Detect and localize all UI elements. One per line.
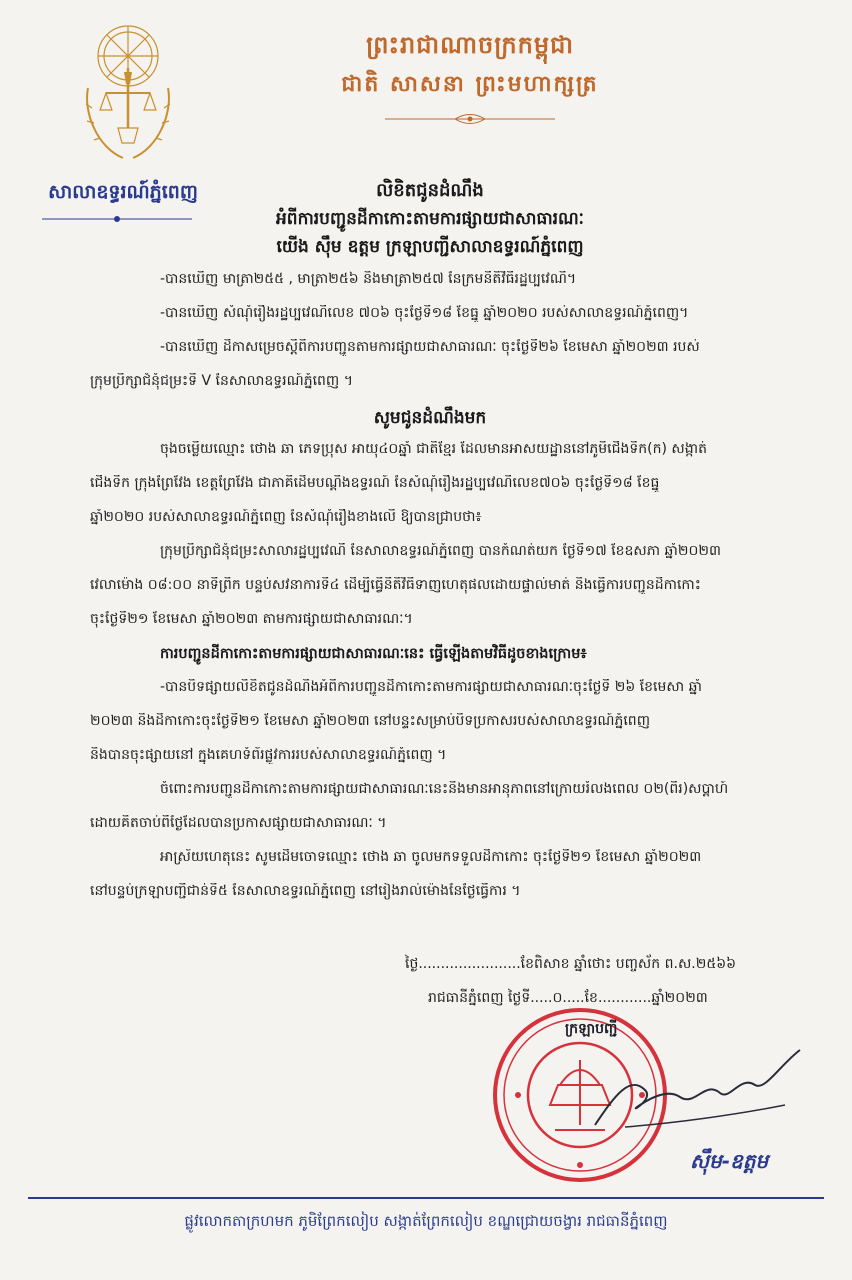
body-line: ចុងចម្លើយឈ្មោះ ថោង ឆា ភេទប្រុស អាយុ៤០ឆ្នាំ ជាតិខ្មែរ ដែលមានអាសយដ្ឋាននៅភូមិជើងទឹក(ក) សង្កាត់	[160, 441, 707, 457]
footer-divider	[28, 1197, 824, 1199]
body-line: ចុះថ្ងៃទី២១ ខែមេសា ឆ្នាំ២០២៣ តាមការផ្សាយជាសាធារណៈ។	[90, 611, 413, 627]
procedure-line: នៅបន្ទប់ក្រឡាបញ្ជីជាន់ទី៥ នៃសាលាឧទ្ធរណ៍ភ្នំពេញ នៅរៀងរាល់ម៉ោងនៃថ្ងៃធ្វើការ ។	[90, 883, 521, 899]
issuer-line: យើង ស៊ឹម ឧត្តម ក្រឡាបញ្ជីសាលាឧទ្ធរណ៍ភ្នំពេញ	[276, 237, 584, 257]
handwritten-signature	[585, 1035, 815, 1145]
signatory-name: ស៊ឹម-ឧត្តម	[690, 1149, 769, 1173]
ornament-divider	[385, 112, 555, 126]
solar-date: រាជធានីភ្នំពេញ ថ្ងៃទី.....០.....ខែ............ឆ្នាំ២០២៣	[428, 990, 708, 1006]
procedure-line: និងបានចុះផ្សាយនៅ ក្នុងគេហទំព័រផ្លូវការរបស់សាលាឧទ្ធរណ៍ភ្នំពេញ ។	[90, 747, 447, 763]
consideration-item: -បានឃើញ មាត្រា២៥៥ , មាត្រា២៥៦ និងមាត្រា២៥៧ នៃក្រមនីតិវិធីរដ្ឋប្បវេណី។	[160, 271, 577, 287]
court-name: សាលាឧទ្ធរណ៍ភ្នំពេញ	[48, 181, 198, 203]
national-motto: ជាតិ សាសនា ព្រះមហាក្សត្រ	[341, 72, 599, 97]
footer-address: ផ្លូវលោកតាក្រហមក ភូមិព្រែកលៀប សង្កាត់ព្រែកលៀប ខណ្ឌជ្រោយចង្វារ រាជធានីភ្នំពេញ	[184, 1212, 668, 1230]
body-line: ឆ្នាំ២០២០ របស់សាលាឧទ្ធរណ៍ភ្នំពេញ នៃសំណុំរឿងខាងលើ ឱ្យបានជ្រាបថា៖	[90, 509, 482, 525]
procedure-line: ២០២៣ និងដីកាកោះចុះថ្ងៃទី២១ ខែមេសា ឆ្នាំ២០២៣ នៅបន្ទះសម្រាប់បិទប្រកាសរបស់សាលាឧទ្ធរណ៍ភ្នំពេញ	[90, 713, 651, 729]
notice-heading: សូមជូនដំណឹងមក	[373, 408, 487, 428]
body-line: ក្រុមប្រឹក្សាជំនុំជម្រះសាលារដ្ឋប្បវេណី នៃសាលាឧទ្ធរណ៍ភ្នំពេញ បានកំណត់យក ថ្ងៃទី១៧ ខែឧសភា ឆ្នាំ២០២៣	[160, 543, 721, 559]
consideration-item: -បានឃើញ សំណុំរឿងរដ្ឋប្បវេណីលេខ ៧០៦ ចុះថ្ងៃទី១៨ ខែធ្នូ ឆ្នាំ២០២០ របស់សាលាឧទ្ធរណ៍ភ្នំពេញ។	[160, 305, 689, 321]
document-title: លិខិតជូនដំណឹង	[376, 180, 484, 201]
kingdom-title: ព្រះរាជាណាចក្រកម្ពុជា	[366, 31, 574, 59]
procedure-line: -បានបិទផ្សាយលិខិតជូនដំណឹងអំពីការបញ្ជូនដីកាកោះតាមការផ្សាយជាសាធារណៈចុះថ្ងៃទី ២៦ ខែមេសា ឆ្នាំ	[160, 679, 702, 695]
consideration-item: ក្រុមប្រឹក្សាជំនុំជម្រះទី V នៃសាលាឧទ្ធរណ៍ភ្នំពេញ ។	[90, 373, 353, 389]
procedure-line: ដោយគិតចាប់ពីថ្ងៃដែលបានប្រកាសផ្សាយជាសាធារណៈ ។	[90, 815, 387, 831]
body-line: វេលាម៉ោង ០៨:០០ នាទីព្រឹក បន្ទប់សវនាការទី៤ ដើម្បីធ្វើនីតិវិធីទាញហេតុផលដោយផ្ទាល់មាត់ និងធ្វើការបញ្ជូនដីកាកោះ	[90, 577, 701, 593]
procedure-line: ចំពោះការបញ្ជូនដីកាកោះតាមការផ្សាយជាសាធារណៈនេះនឹងមានអានុភាពនៅក្រោយរំលងពេល ០២(ពីរ)សប្តាហ៍	[160, 781, 729, 797]
body-line: ជើងទឹក ក្រុងព្រៃវែង ខេត្តព្រៃវែង ជាភាគីដើមបណ្តឹងឧទ្ធរណ៍ នៃសំណុំរឿងរដ្ឋប្បវេណីលេខ៧០៦ ចុះថ្ងៃទី១៨ ខែធ្នូ	[90, 475, 660, 491]
lunar-date: ថ្ងៃ.......................ខែពិសាខ ឆ្នាំថោះ បញ្ចស័ក ព.ស.២៥៦៦	[405, 956, 737, 972]
court-emblem-icon	[78, 18, 178, 168]
procedure-heading: ការបញ្ជូនដីកាកោះតាមការផ្សាយជាសាធារណៈនេះ ធ្វើឡើងតាមវិធីដូចខាងក្រោម៖	[160, 646, 587, 662]
document-subtitle: អំពីការបញ្ជូនដីកាកោះតាមការផ្សាយជាសាធារណៈ	[275, 209, 584, 229]
procedure-line: អាស្រ័យហេតុនេះ សូមដើមចោទឈ្មោះ ថោង ឆា ចូលមកទទួលដីកាកោះ ចុះថ្ងៃទី២១ ខែមេសា ឆ្នាំ២០២៣	[160, 849, 702, 865]
consideration-item: -បានឃើញ ដីកាសម្រេចស្តីពីការបញ្ជូនតាមការផ្សាយជាសាធារណៈ ចុះថ្ងៃទី២៦ ខែមេសា ឆ្នាំ២០២៣ របស់	[160, 339, 700, 355]
signatory-title: ក្រឡាបញ្ជី	[565, 1021, 618, 1037]
